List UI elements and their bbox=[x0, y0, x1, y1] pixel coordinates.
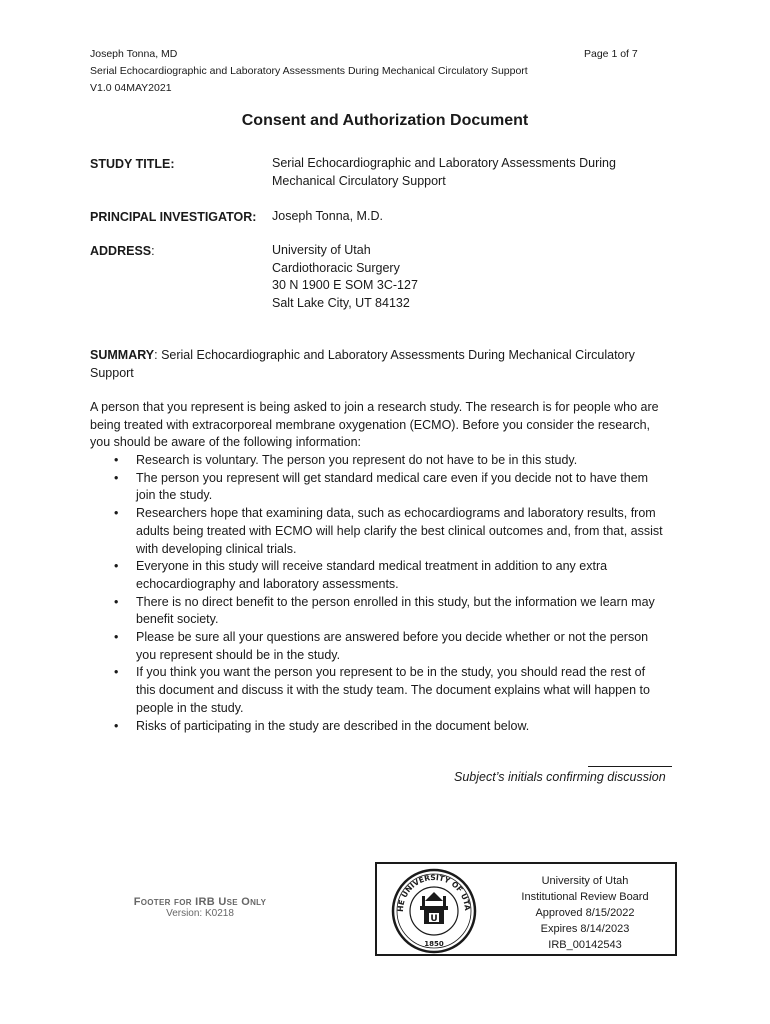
address-value bbox=[272, 242, 418, 312]
footer-version: Version: K0218 bbox=[166, 908, 234, 919]
study-title-label: STUDY TITLE: bbox=[90, 157, 175, 171]
page-number: Page 1 of 7 bbox=[584, 48, 638, 60]
bullet-text-line: The person you represent will get standard medical care even if you decide not to have them bbox=[136, 470, 649, 485]
address-line: Cardiothoracic Surgery bbox=[272, 260, 400, 275]
intro-paragraph bbox=[90, 399, 710, 452]
bullet-icon: • bbox=[114, 453, 119, 467]
bullet-icon: • bbox=[114, 665, 119, 680]
bullet-item bbox=[90, 505, 710, 558]
bullet-text-line: join the study. bbox=[136, 488, 213, 503]
address-line: 30 N 1900 E SOM 3C-127 bbox=[272, 278, 418, 292]
irb-line: Expires 8/14/2023 bbox=[540, 923, 630, 935]
bullet-icon: • bbox=[114, 630, 119, 645]
intro-line: A person that you represent is being asked to join a research study. The research is for people who are bbox=[90, 400, 659, 414]
university-seal-icon bbox=[391, 868, 477, 954]
study-title-line: Serial Echocardiographic and Laboratory Assessments During bbox=[272, 156, 616, 170]
irb-line: University of Utah bbox=[541, 875, 629, 887]
bullet-icon: • bbox=[114, 506, 119, 521]
address-line: University of Utah bbox=[272, 243, 371, 257]
bullet-text-line: Research is voluntary. The person you represent do not have to be in this study. bbox=[136, 453, 578, 467]
summary-text: : Serial Echocardiographic and Laboratory Assessments During Mechanical Circulatory bbox=[154, 348, 635, 362]
bullet-icon: • bbox=[114, 559, 119, 574]
bullet-item bbox=[90, 470, 710, 505]
irb-line: IRB_00142543 bbox=[548, 939, 622, 951]
pi-label: PRINCIPAL INVESTIGATOR: bbox=[90, 210, 257, 224]
bullet-text-line: you represent should be in the study. bbox=[136, 647, 341, 662]
intro-line: being treated with extracorporeal membrane oxygenation (ECMO). Before you consider the research, bbox=[90, 417, 651, 432]
bullet-item bbox=[90, 558, 710, 593]
initials-line bbox=[588, 766, 672, 767]
bullet-text-line: echocardiography and laboratory assessments. bbox=[136, 576, 399, 591]
initials-label: Subject’s initials confirming discussion bbox=[454, 770, 666, 784]
bullet-text-line: with developing clinical trials. bbox=[136, 541, 297, 556]
seal-year: 1850 bbox=[424, 940, 444, 948]
bullet-item bbox=[90, 594, 710, 629]
irb-approval-box bbox=[375, 862, 677, 956]
irb-line: Approved 8/15/2022 bbox=[535, 907, 635, 919]
bullet-item bbox=[90, 452, 710, 470]
header-author: Joseph Tonna, MD bbox=[90, 48, 178, 60]
address-label-wrap bbox=[90, 244, 155, 258]
address-colon: : bbox=[151, 244, 155, 258]
irb-footer bbox=[100, 896, 300, 919]
bullet-item bbox=[90, 629, 710, 664]
bullet-text-line: Risks of participating in the study are described in the document below. bbox=[136, 718, 530, 733]
bullet-text-line: adults being treated with ECMO will help clarify the best clinical outcomes and, from that, assist bbox=[136, 523, 663, 538]
summary-text-line2: Support bbox=[90, 365, 134, 380]
svg-text:THE UNIVERSITY OF UTAH bbox=[391, 868, 472, 912]
bullet-item bbox=[90, 664, 710, 717]
document-title: Consent and Authorization Document bbox=[241, 112, 529, 129]
document-header bbox=[90, 46, 528, 97]
bullet-icon: • bbox=[114, 718, 119, 733]
summary bbox=[90, 347, 690, 382]
address-label: ADDRESS bbox=[90, 244, 152, 258]
bullet-text-line: Everyone in this study will receive standard medical treatment in addition to any extra bbox=[136, 559, 608, 574]
svg-text:U: U bbox=[430, 914, 438, 924]
header-version: V1.0 04MAY2021 bbox=[90, 82, 172, 94]
study-title-line: Mechanical Circulatory Support bbox=[272, 173, 446, 188]
pi-value: Joseph Tonna, M.D. bbox=[272, 209, 383, 223]
seal-text: HE UNIVERSITY OF UTA bbox=[395, 872, 473, 913]
irb-approval-text bbox=[505, 873, 665, 953]
bullet-text-line: If you think you want the person you represent to be in the study, you should read the rest of bbox=[136, 665, 646, 680]
address-line: Salt Lake City, UT 84132 bbox=[272, 295, 410, 310]
bullet-text-line: this document and discuss it with the study team. The document explains what will happen to bbox=[136, 683, 650, 698]
study-title-value bbox=[272, 155, 616, 190]
bullet-text-line: Please be sure all your questions are answered before you decide whether or not the person bbox=[136, 630, 649, 645]
footer-title: Footer for IRB Use Only bbox=[133, 896, 267, 908]
header-study-line: Serial Echocardiographic and Laboratory Assessments During Mechanical Circulatory Support bbox=[90, 65, 528, 77]
bullet-text-line: people in the study. bbox=[136, 700, 244, 715]
irb-line: Institutional Review Board bbox=[521, 891, 649, 903]
bullet-icon: • bbox=[114, 594, 119, 609]
bullet-text-line: benefit society. bbox=[136, 612, 219, 627]
summary-label: SUMMARY bbox=[90, 348, 155, 362]
bullet-text-line: Researchers hope that examining data, such as echocardiograms and laboratory results, from bbox=[136, 506, 656, 521]
intro-line: you should be aware of the following information: bbox=[90, 435, 361, 449]
bullet-item bbox=[90, 718, 710, 736]
bullet-icon: • bbox=[114, 470, 119, 485]
bullet-text-line: There is no direct benefit to the person enrolled in this study, but the information we learn may bbox=[136, 594, 655, 609]
info-bullet-list bbox=[90, 452, 710, 735]
